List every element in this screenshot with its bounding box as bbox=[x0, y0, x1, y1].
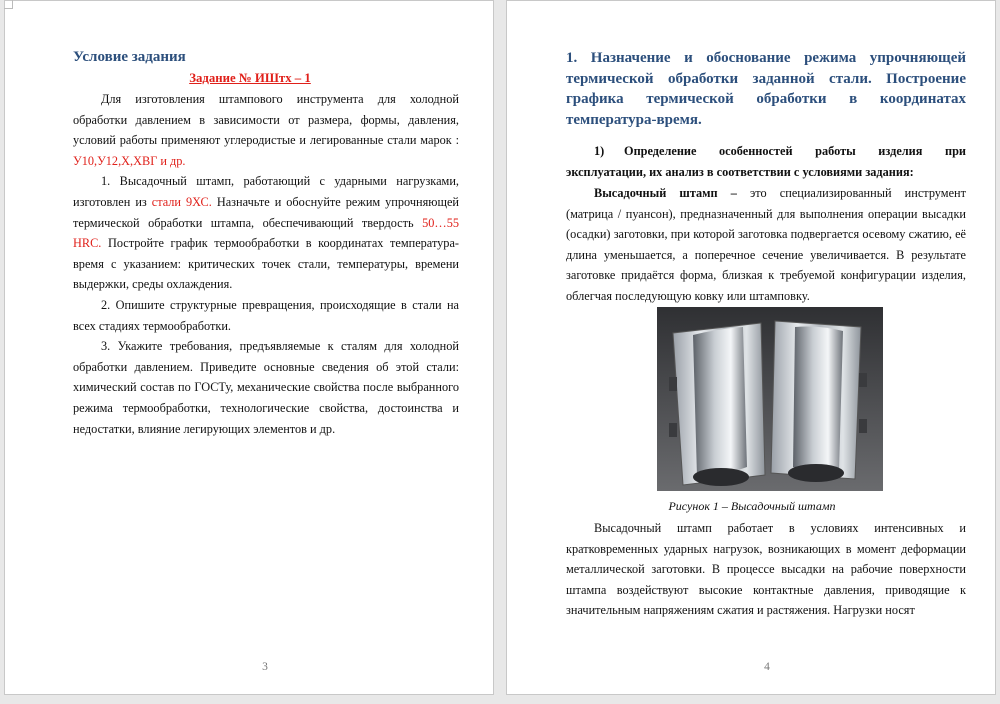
page-3 bbox=[4, 0, 494, 695]
operation-description bbox=[566, 518, 966, 621]
intro-text: Для изготовления штампового инструмента для холодной обработки давлением в зависимости от размера, формы, давления, условий работы применяют углеродистые и легированные стали марок : bbox=[73, 92, 459, 148]
item1-text-b: Назначьте и обоснуйте режим упрочняющей термической обработки штампа, обеспечивающий твердость bbox=[73, 194, 459, 230]
figure-caption: Рисунок 1 – Высадочный штамп bbox=[668, 499, 836, 513]
subsection-number: 1) bbox=[594, 144, 605, 158]
task-item-2: 2. Опишите структурные превращения, происходящие в стали на всех стадиях термообработки. bbox=[73, 297, 459, 333]
task-body bbox=[73, 89, 459, 439]
task-title: Задание № ИШтх – 1 bbox=[189, 71, 311, 85]
die-photo-image bbox=[657, 307, 883, 491]
intro-paragraph bbox=[73, 89, 459, 171]
steel-grades: У10,У12,Х,ХВГ и др. bbox=[73, 153, 186, 168]
operation-paragraph: Высадочный штамп работает в условиях интенсивных и кратковременных ударных нагрузок, возникающих в момент деформации металлической заготовки. В процессе высадки на рабочие поверхности штампа воздействуют высокие контактные давления, приводящие к значительным напряжениям сжатия и растяжения. Нагрузки носят bbox=[566, 521, 966, 618]
item1-text-a: 1. Высадочный штамп, работающий с ударными нагрузками, изготовлен из bbox=[73, 174, 459, 209]
definition-text: это специализированный инструмент (матрица / пуансон), предназначенный для выполнения операции высадки (осадки) заготовки, при которой заготовка подвергается осевому сжатию, её длина уменьшается, а поперечное сечение увеличивается. В результате заготовке придаётся форма, близкая к требуемой конфигурации изделия, облегчая последующую ковку или штамповку. bbox=[566, 186, 966, 303]
page-4 bbox=[506, 0, 996, 695]
steel-grade-9xs: стали 9ХС. bbox=[151, 194, 212, 209]
item1-text-c: Постройте график термообработки в координатах температура-время с указанием: критических точек стали, температуры, времени выдержки, среды охлаждения. bbox=[73, 236, 460, 292]
task-item-3: 3. Укажите требования, предъявляемые к сталям для холодной обработки давлением. Приведите основные сведения об этой стали: химический состав по ГОСТу, механические свойства после выбранного режима термообработки, технологические свойства, достоинства и недостатки, влияние легирующих элементов и др. bbox=[73, 339, 459, 436]
die-photo bbox=[657, 307, 883, 491]
definition-block bbox=[566, 183, 966, 307]
subsection-text: Определение особенностей работы изделия при эксплуатации, их анализ в соответствии с условиями задания: bbox=[566, 144, 966, 179]
hardness-value: 50…55 HRC. bbox=[73, 215, 459, 251]
term-bold: Высадочный штамп – bbox=[594, 186, 737, 200]
subsection-heading bbox=[566, 141, 966, 182]
page-number: 4 bbox=[764, 661, 770, 673]
section-heading: Условие задания bbox=[73, 49, 186, 65]
chapter-heading: 1. Назначение и обоснование режима упрочняющей термической обработки заданной стали. Построение графика термической обработки в координатах температура-время. bbox=[566, 50, 966, 128]
page-number: 3 bbox=[262, 661, 268, 673]
definition-paragraph bbox=[566, 183, 966, 307]
page-corner-mark bbox=[4, 0, 13, 9]
task-item-1 bbox=[73, 171, 459, 295]
